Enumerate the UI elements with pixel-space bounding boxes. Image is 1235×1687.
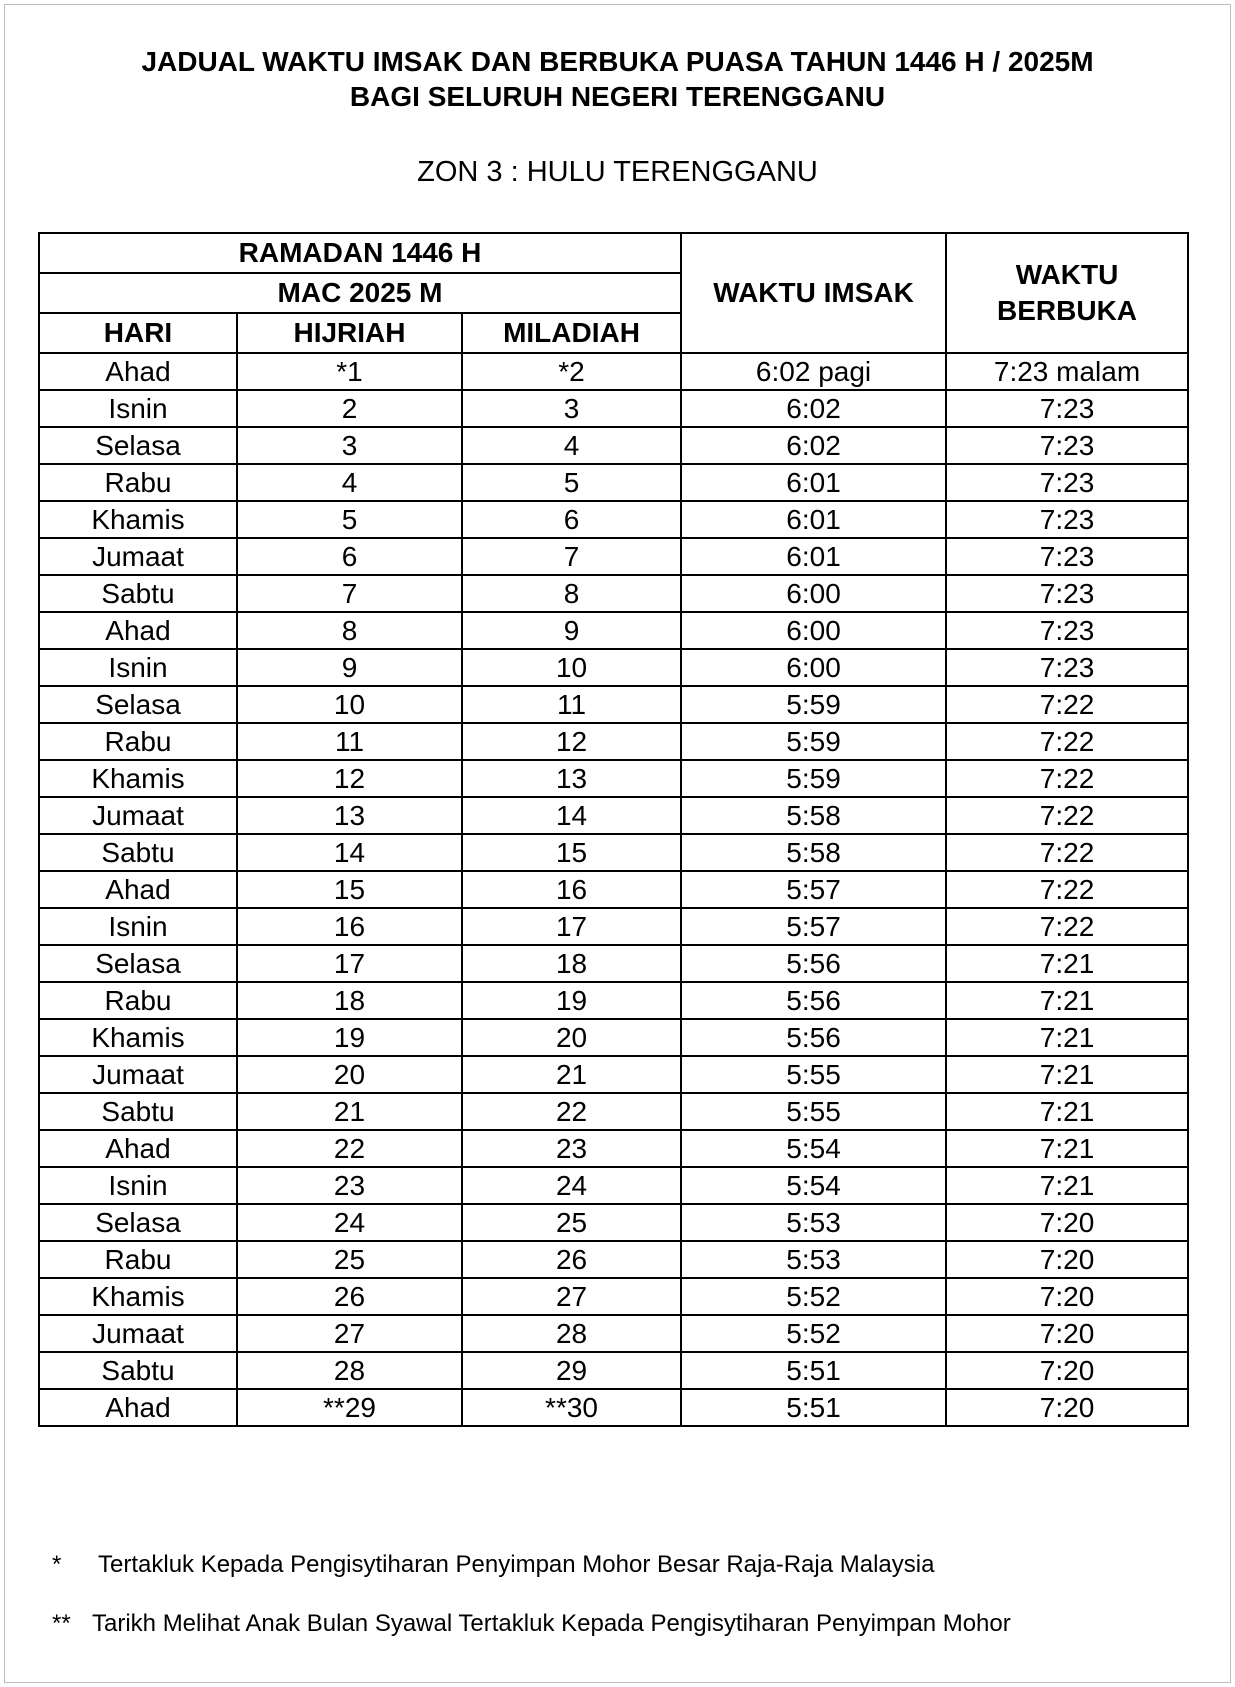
hijriah-cell: 20 [237, 1056, 462, 1093]
miladiah-cell: 12 [462, 723, 681, 760]
miladiah-cell: 11 [462, 686, 681, 723]
imsak-cell: 5:52 [681, 1278, 946, 1315]
table-row [39, 1056, 1188, 1093]
hijriah-cell: 2 [237, 390, 462, 427]
imsak-cell: 5:51 [681, 1352, 946, 1389]
ramadan-header: RAMADAN 1446 H [39, 233, 681, 273]
hari-cell: Selasa [39, 427, 237, 464]
hari-cell: Jumaat [39, 797, 237, 834]
hijriah-cell: 12 [237, 760, 462, 797]
imsak-cell: 5:56 [681, 1019, 946, 1056]
imsak-cell: 5:54 [681, 1167, 946, 1204]
footnote-text: Tarikh Melihat Anak Bulan Syawal Tertakluk Kepada Pengisytiharan Penyimpan Mohor [92, 1610, 1011, 1637]
hijriah-cell: 21 [237, 1093, 462, 1130]
table-row [39, 908, 1188, 945]
table-row [39, 982, 1188, 1019]
hari-cell: Isnin [39, 390, 237, 427]
miladiah-cell: 15 [462, 834, 681, 871]
table-row [39, 353, 1188, 390]
hari-cell: Jumaat [39, 1056, 237, 1093]
miladiah-cell: 29 [462, 1352, 681, 1389]
imsak-cell: 6:01 [681, 538, 946, 575]
hari-cell: Selasa [39, 686, 237, 723]
hijriah-cell: 27 [237, 1315, 462, 1352]
hijriah-cell: 26 [237, 1278, 462, 1315]
berbuka-cell: 7:22 [946, 760, 1188, 797]
miladiah-cell: **30 [462, 1389, 681, 1426]
table-row [39, 1389, 1188, 1426]
table-row [39, 390, 1188, 427]
hari-cell: Rabu [39, 723, 237, 760]
miladiah-cell: 23 [462, 1130, 681, 1167]
berbuka-cell: 7:20 [946, 1204, 1188, 1241]
table-row [39, 1352, 1188, 1389]
imsak-cell: 5:54 [681, 1130, 946, 1167]
month-header: MAC 2025 M [39, 273, 681, 313]
berbuka-cell: 7:22 [946, 834, 1188, 871]
miladiah-cell: 17 [462, 908, 681, 945]
table-row [39, 427, 1188, 464]
imsak-cell: 5:59 [681, 760, 946, 797]
hari-cell: Khamis [39, 501, 237, 538]
berbuka-cell: 7:22 [946, 797, 1188, 834]
hari-cell: Ahad [39, 1389, 237, 1426]
berbuka-cell: 7:20 [946, 1352, 1188, 1389]
imsak-cell: 6:01 [681, 501, 946, 538]
table-row [39, 1278, 1188, 1315]
hari-cell: Sabtu [39, 575, 237, 612]
table-row [39, 945, 1188, 982]
hijriah-cell: 14 [237, 834, 462, 871]
hari-header: HARI [39, 313, 237, 353]
miladiah-cell: 19 [462, 982, 681, 1019]
hari-cell: Rabu [39, 464, 237, 501]
miladiah-cell: 9 [462, 612, 681, 649]
hijriah-cell: 8 [237, 612, 462, 649]
berbuka-cell: 7:22 [946, 871, 1188, 908]
footnote-text: Tertakluk Kepada Pengisytiharan Penyimpan Mohor Besar Raja-Raja Malaysia [98, 1551, 935, 1578]
table-row [39, 1130, 1188, 1167]
zone-label: ZON 3 : HULU TERENGGANU [417, 156, 818, 188]
imsak-cell: 5:55 [681, 1093, 946, 1130]
miladiah-cell: 25 [462, 1204, 681, 1241]
miladiah-cell: 4 [462, 427, 681, 464]
hijriah-cell: 11 [237, 723, 462, 760]
hari-cell: Khamis [39, 760, 237, 797]
hari-cell: Ahad [39, 612, 237, 649]
table-row [39, 1093, 1188, 1130]
table-row [39, 649, 1188, 686]
hijriah-cell: *1 [237, 353, 462, 390]
berbuka-cell: 7:21 [946, 1056, 1188, 1093]
hari-cell: Sabtu [39, 1093, 237, 1130]
imsak-cell: 6:02 pagi [681, 353, 946, 390]
miladiah-cell: 26 [462, 1241, 681, 1278]
table-row [39, 723, 1188, 760]
berbuka-cell: 7:23 [946, 649, 1188, 686]
hari-cell: Isnin [39, 649, 237, 686]
berbuka-cell: 7:23 [946, 501, 1188, 538]
hijriah-cell: 25 [237, 1241, 462, 1278]
table-row [39, 1019, 1188, 1056]
miladiah-cell: 16 [462, 871, 681, 908]
hijriah-cell: 22 [237, 1130, 462, 1167]
imsak-cell: 6:02 [681, 427, 946, 464]
miladiah-cell: 3 [462, 390, 681, 427]
miladiah-cell: 10 [462, 649, 681, 686]
hijriah-cell: 18 [237, 982, 462, 1019]
hari-cell: Khamis [39, 1019, 237, 1056]
hijriah-cell: 6 [237, 538, 462, 575]
miladiah-cell: 20 [462, 1019, 681, 1056]
hijriah-cell: 17 [237, 945, 462, 982]
imsak-cell: 5:51 [681, 1389, 946, 1426]
miladiah-cell: 21 [462, 1056, 681, 1093]
table-row [39, 834, 1188, 871]
hari-cell: Selasa [39, 1204, 237, 1241]
berbuka-cell: 7:23 [946, 575, 1188, 612]
hijriah-cell: 5 [237, 501, 462, 538]
berbuka-cell: 7:22 [946, 908, 1188, 945]
table-row [39, 1315, 1188, 1352]
imsak-cell: 5:58 [681, 797, 946, 834]
imsak-cell: 5:59 [681, 686, 946, 723]
imsak-cell: 6:00 [681, 575, 946, 612]
imsak-cell: 5:57 [681, 871, 946, 908]
table-row [39, 612, 1188, 649]
miladiah-cell: 14 [462, 797, 681, 834]
hijriah-cell: 4 [237, 464, 462, 501]
miladiah-cell: 24 [462, 1167, 681, 1204]
berbuka-cell: 7:21 [946, 1019, 1188, 1056]
document-title: JADUAL WAKTU IMSAK DAN BERBUKA PUASA TAHUN 1446 H / 2025M [141, 46, 1094, 77]
berbuka-cell: 7:21 [946, 1167, 1188, 1204]
berbuka-cell: 7:20 [946, 1241, 1188, 1278]
miladiah-cell: 18 [462, 945, 681, 982]
hijriah-cell: **29 [237, 1389, 462, 1426]
hari-cell: Ahad [39, 353, 237, 390]
hari-cell: Ahad [39, 871, 237, 908]
berbuka-cell: 7:22 [946, 723, 1188, 760]
table-row [39, 1167, 1188, 1204]
imsak-cell: 5:53 [681, 1204, 946, 1241]
miladiah-cell: 28 [462, 1315, 681, 1352]
hijriah-cell: 3 [237, 427, 462, 464]
table-row [39, 464, 1188, 501]
hijriah-cell: 23 [237, 1167, 462, 1204]
hijriah-cell: 9 [237, 649, 462, 686]
berbuka-cell: 7:22 [946, 686, 1188, 723]
hijriah-cell: 7 [237, 575, 462, 612]
imsak-cell: 5:58 [681, 834, 946, 871]
document-subtitle: BAGI SELURUH NEGERI TERENGGANU [349, 81, 886, 112]
hijriah-cell: 24 [237, 1204, 462, 1241]
table-row [39, 575, 1188, 612]
footnote-mark: ** [52, 1610, 71, 1637]
berbuka-cell: 7:23 [946, 464, 1188, 501]
imsak-cell: 6:02 [681, 390, 946, 427]
hijriah-cell: 10 [237, 686, 462, 723]
berbuka-cell: 7:23 malam [946, 353, 1188, 390]
hari-cell: Rabu [39, 1241, 237, 1278]
miladiah-cell: 8 [462, 575, 681, 612]
berbuka-cell: 7:20 [946, 1315, 1188, 1352]
hari-cell: Isnin [39, 1167, 237, 1204]
berbuka-cell: 7:21 [946, 982, 1188, 1019]
berbuka-cell: 7:23 [946, 390, 1188, 427]
miladiah-cell: 22 [462, 1093, 681, 1130]
miladiah-cell: 7 [462, 538, 681, 575]
miladiah-cell: 5 [462, 464, 681, 501]
table-row [39, 760, 1188, 797]
hari-cell: Selasa [39, 945, 237, 982]
hari-cell: Sabtu [39, 1352, 237, 1389]
table-row [39, 538, 1188, 575]
hari-cell: Rabu [39, 982, 237, 1019]
imsak-cell: 6:00 [681, 612, 946, 649]
imsak-cell: 5:59 [681, 723, 946, 760]
imsak-cell: 5:55 [681, 1056, 946, 1093]
schedule-body [39, 353, 1188, 1426]
miladiah-cell: 13 [462, 760, 681, 797]
hijriah-cell: 28 [237, 1352, 462, 1389]
hijriah-header: HIJRIAH [237, 313, 462, 353]
berbuka-cell: 7:20 [946, 1278, 1188, 1315]
table-row [39, 501, 1188, 538]
imsak-cell: 5:56 [681, 945, 946, 982]
imsak-cell: 5:57 [681, 908, 946, 945]
hijriah-cell: 16 [237, 908, 462, 945]
table-row [39, 797, 1188, 834]
berbuka-cell: 7:21 [946, 1093, 1188, 1130]
imsak-header: WAKTU IMSAK [681, 233, 946, 353]
miladiah-cell: 27 [462, 1278, 681, 1315]
hijriah-cell: 13 [237, 797, 462, 834]
hari-cell: Khamis [39, 1278, 237, 1315]
berbuka-cell: 7:23 [946, 538, 1188, 575]
miladiah-cell: *2 [462, 353, 681, 390]
table-row [39, 1241, 1188, 1278]
footnote-double-asterisk [52, 1609, 1011, 1639]
table-row [39, 686, 1188, 723]
berbuka-cell: 7:23 [946, 427, 1188, 464]
hari-cell: Isnin [39, 908, 237, 945]
table-row [39, 1204, 1188, 1241]
hari-cell: Jumaat [39, 538, 237, 575]
imsak-cell: 5:53 [681, 1241, 946, 1278]
berbuka-cell: 7:20 [946, 1389, 1188, 1426]
imsak-cell: 6:00 [681, 649, 946, 686]
hijriah-cell: 15 [237, 871, 462, 908]
berbuka-header: WAKTU BERBUKA [946, 233, 1188, 353]
berbuka-cell: 7:23 [946, 612, 1188, 649]
hari-cell: Jumaat [39, 1315, 237, 1352]
table-row [39, 871, 1188, 908]
imsak-cell: 5:56 [681, 982, 946, 1019]
miladiah-header: MILADIAH [462, 313, 681, 353]
imsak-cell: 6:01 [681, 464, 946, 501]
berbuka-cell: 7:21 [946, 945, 1188, 982]
miladiah-cell: 6 [462, 501, 681, 538]
hari-cell: Sabtu [39, 834, 237, 871]
hijriah-cell: 19 [237, 1019, 462, 1056]
imsak-cell: 5:52 [681, 1315, 946, 1352]
hari-cell: Ahad [39, 1130, 237, 1167]
footnote-mark: * [52, 1551, 62, 1578]
schedule-table [38, 232, 1189, 1427]
berbuka-cell: 7:21 [946, 1130, 1188, 1167]
footnote-single-asterisk [52, 1550, 934, 1580]
